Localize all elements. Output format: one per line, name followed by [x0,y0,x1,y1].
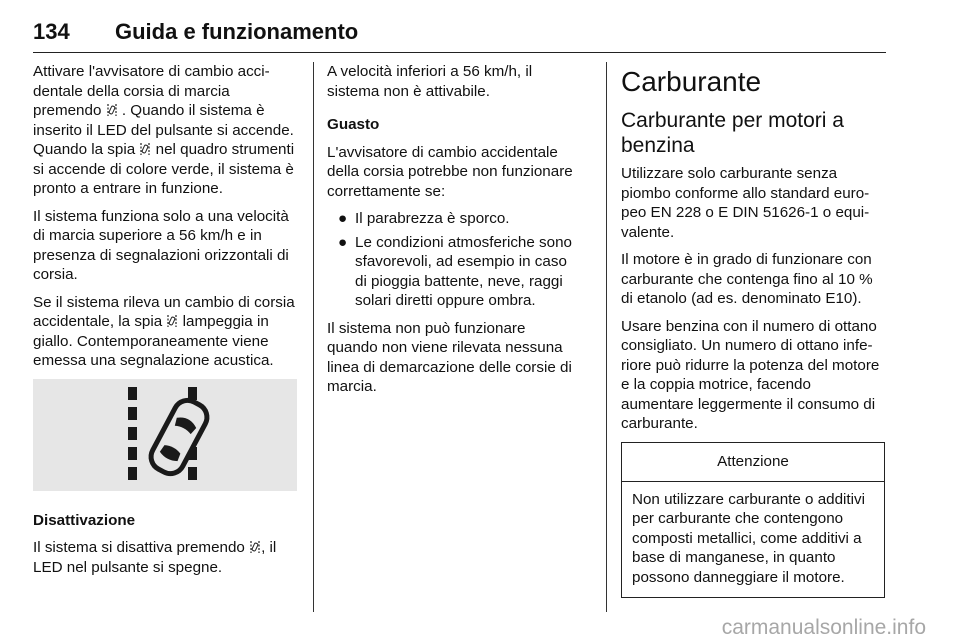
lane-departure-icon [107,104,117,116]
paragraph: Il sistema non può funzionare quando non viene rilevata nessuna linea di demarcazione delle corsie di marcia. [327,319,572,395]
section-heading-disattivazione: Disattivazione [33,511,136,529]
column-left [33,62,299,585]
column-middle [327,62,579,405]
paragraph: Il motore è in grado di funzionare con carburante che contenga fino al 10 % di etanolo (ad es. denominato E10). [621,251,873,307]
paragraph: Utilizzare solo carburante senza piombo conforme allo standard europeo EN 228 o E DIN 51626-1 o equivalente. [621,165,870,241]
lane-departure-icon [167,315,177,327]
column-right [621,62,887,598]
list-item: ● Il parabrezza è sporco. [338,210,510,227]
bullet-icon: ● [338,210,348,227]
watermark: carmanualsonline.info [721,616,926,639]
column-divider [313,62,314,612]
running-title: Guida e funzionamento [115,19,359,44]
lane-departure-illustration [33,379,297,491]
warning-title: Attenzione [622,443,884,482]
lane-departure-icon [250,541,260,553]
lane-departure-icon [140,143,150,155]
chapter-title: Carburante [621,66,762,97]
paragraph: Il sistema si disattiva premendo , il LED nel pulsante si spegne. [33,539,277,576]
paragraph: L'avvisatore di cambio accidentale della corsia potrebbe non funzionare correttamente se: [327,143,573,200]
paragraph: Attivare l'avvisatore di cambio accidentale della corsia di marcia premendo . Quando il sistema è inserito il LED del pulsante si accende. Quando la spia nel quadro strumenti si accende di colore verde, il sistema è pronto a entrare in funzione. [33,63,295,197]
lane-departure-icon [33,379,297,491]
section-title: Carburante per motori a benzina [621,109,844,157]
paragraph: Se il sistema rileva un cambio di corsia accidentale, la spia lampeggia in giallo. Contemporaneamente viene emessa una segnalazione acustica. [33,293,295,369]
page-number: 134 [33,19,70,44]
warning-body: Non utilizzare carburante o additivi per carburante che contengono composti metallici, come additivi a base di manganese, in quanto possono danneggiare il motore. [632,490,865,586]
paragraph: Usare benzina con il numero di ottano consigliato. Un numero di ottano inferiore può ridurre la potenza del motore e la coppia motrice, facendo aumentare leggermente il consumo di carburante. [621,317,880,432]
warning-box [621,442,885,599]
paragraph: A velocità inferiori a 56 km/h, il sistema non è attivabile. [327,63,533,100]
section-heading-guasto: Guasto [327,116,380,133]
bullet-icon: ● [338,233,348,251]
paragraph: Il sistema funziona solo a una velocità di marcia superiore a 56 km/h e in presenza di segnalazioni orizzontali di corsia. [33,207,289,283]
page-header [33,6,886,53]
column-divider [606,62,607,612]
bullet-list [327,209,579,311]
list-item: ● Le condizioni atmosferiche sono sfavorevoli, ad esempio in caso di pioggia battente, neve, raggi solari diretti oppure ombra. [338,233,572,309]
